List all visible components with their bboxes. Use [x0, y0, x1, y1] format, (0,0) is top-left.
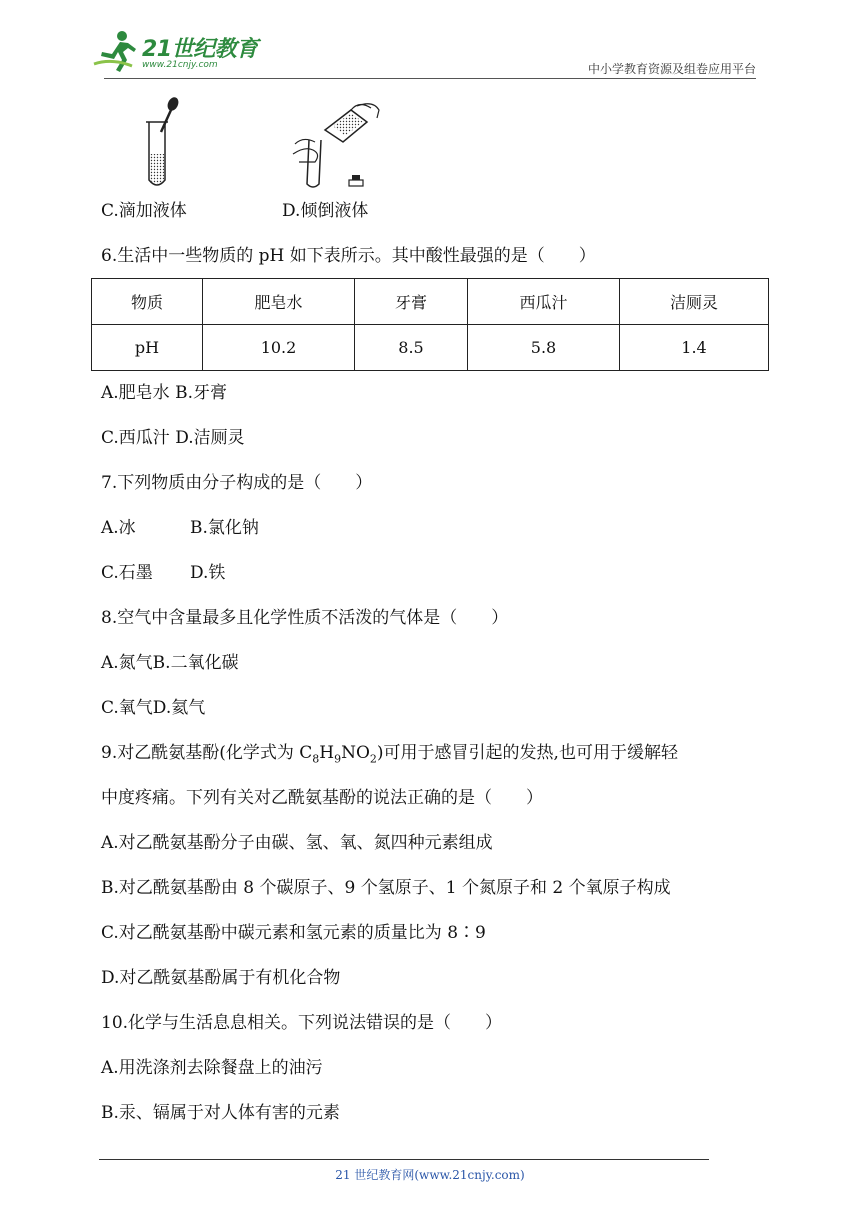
- table-cell: 10.2: [203, 325, 355, 371]
- q9-stem-line1: [101, 742, 678, 770]
- table-cell: 1.4: [620, 325, 769, 371]
- q10-stem: 10.化学与生活息息相关。下列说法错误的是（ ）: [101, 1013, 503, 1033]
- q10-option-a: A.用洗涤剂去除餐盘上的油污: [101, 1058, 323, 1078]
- q7-option-c: C.石墨: [101, 563, 153, 583]
- dropper-test-tube-illustration: [135, 96, 195, 192]
- q8-options-line2: C.氧气D.氦气: [101, 698, 206, 718]
- q7-option-a: A.冰: [101, 518, 136, 538]
- table-cell: 8.5: [355, 325, 468, 371]
- subscript: 8: [312, 752, 320, 766]
- q7-stem: 7.下列物质由分子构成的是（ ）: [101, 473, 373, 493]
- header-divider: [104, 78, 756, 79]
- table-row: [92, 325, 769, 371]
- subscript: 2: [369, 752, 377, 766]
- header-platform-text: 中小学教育资源及组卷应用平台: [587, 62, 756, 76]
- q7-option-b: B.氯化钠: [190, 518, 259, 538]
- q9-stem-text: )可用于感冒引起的发热,也可用于缓解轻: [376, 743, 678, 763]
- q6-options-line2: C.西瓜汁 D.洁厕灵: [101, 428, 245, 448]
- q6-options-line1: A.肥皂水 B.牙膏: [101, 383, 227, 403]
- table-cell: pH: [92, 325, 203, 371]
- pouring-liquid-illustration: [285, 96, 385, 192]
- page-header: [0, 0, 860, 80]
- ph-table: [91, 278, 769, 371]
- formula-text: H: [319, 743, 335, 763]
- q8-options-line1: A.氮气B.二氧化碳: [101, 653, 239, 673]
- table-header-cell: 肥皂水: [203, 279, 355, 325]
- q5-option-d: D.倾倒液体: [282, 201, 369, 221]
- footer-divider: [99, 1159, 709, 1160]
- subscript: 9: [334, 752, 342, 766]
- runner-logo-icon: [92, 30, 140, 74]
- q5-option-c: C.滴加液体: [101, 201, 187, 221]
- logo: [92, 30, 262, 78]
- table-header-cell: 西瓜汁: [468, 279, 620, 325]
- q9-option-b: B.对乙酰氨基酚由 8 个碳原子、9 个氢原子、1 个氮原子和 2 个氧原子构成: [101, 878, 671, 898]
- q9-stem-line2: 中度疼痛。下列有关对乙酰氨基酚的说法正确的是（ ）: [101, 788, 543, 808]
- q9-option-d: D.对乙酰氨基酚属于有机化合物: [101, 968, 341, 988]
- q8-stem: 8.空气中含量最多且化学性质不活泼的气体是（ ）: [101, 608, 509, 628]
- q6-stem: 6.生活中一些物质的 pH 如下表所示。其中酸性最强的是（ ）: [101, 246, 596, 266]
- table-header-cell: 牙膏: [355, 279, 468, 325]
- q9-option-c: C.对乙酰氨基酚中碳元素和氢元素的质量比为 8∶9: [101, 923, 486, 943]
- table-header-cell: 洁厕灵: [620, 279, 769, 325]
- table-cell: 5.8: [468, 325, 620, 371]
- logo-url-text: www.21cnjy.com: [142, 60, 218, 70]
- q7-option-d: D.铁: [190, 563, 226, 583]
- q9-stem-text: 9.对乙酰氨基酚(化学式为 C: [101, 743, 313, 763]
- table-row: [92, 279, 769, 325]
- q9-option-a: A.对乙酰氨基酚分子由碳、氢、氧、氮四种元素组成: [101, 833, 493, 853]
- table-header-cell: 物质: [92, 279, 203, 325]
- footer-text: 21 世纪教育网(www.21cnjy.com): [335, 1168, 525, 1182]
- formula-text: NO: [341, 743, 370, 763]
- logo-text: 21世纪教育: [142, 37, 258, 62]
- q10-option-b: B.汞、镉属于对人体有害的元素: [101, 1103, 340, 1123]
